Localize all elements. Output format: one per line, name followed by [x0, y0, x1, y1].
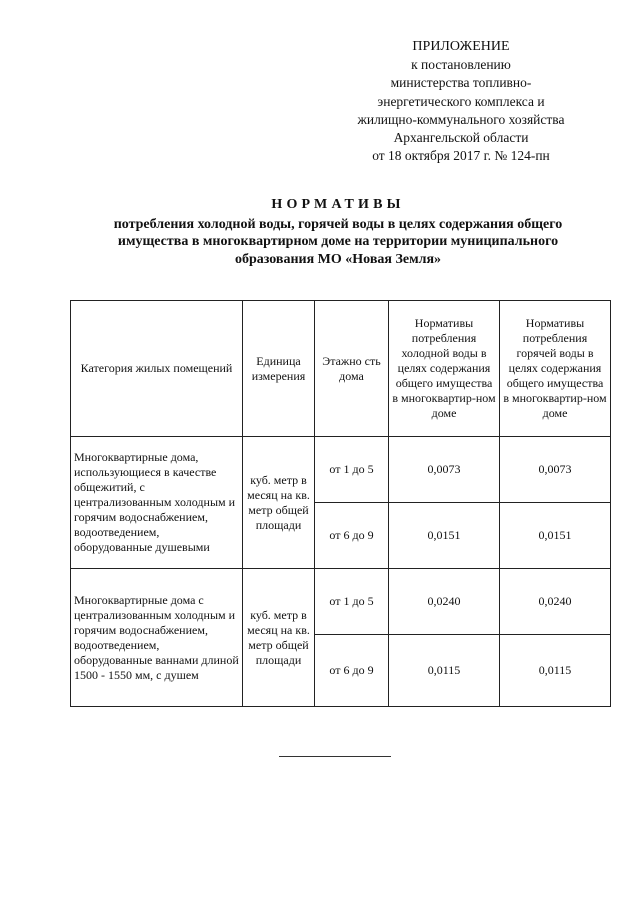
heading-subtitle-line: потребления холодной воды, горячей воды в целях содержания общего: [113, 216, 563, 232]
appendix-line: от 18 октября 2017 г. № 124-пн: [372, 148, 550, 164]
appendix-line: Архангельской области: [393, 130, 529, 146]
unit-cell: куб. метр в месяц на кв. метр общей площади: [243, 437, 315, 569]
heading-subtitle-line: образования МО «Новая Земля»: [234, 251, 442, 267]
floors-cell: от 6 до 9: [315, 503, 389, 569]
floors-cell: от 1 до 5: [315, 437, 389, 503]
header-floors: Этажно сть дома: [315, 301, 389, 437]
hot-water-value: 0,0073: [500, 437, 611, 503]
header-hot-water: Нормативы потребления горячей воды в целях содержания общего имущества в многоквартир-ном доме: [500, 301, 611, 437]
table-row: [71, 437, 611, 503]
floors-cell: от 6 до 9: [315, 635, 389, 707]
appendix-line: министерства топливно-: [390, 75, 532, 91]
cold-water-value: 0,0151: [389, 503, 500, 569]
appendix-line: энергетического комплекса и: [377, 93, 545, 109]
appendix-title: ПРИЛОЖЕНИЕ: [412, 39, 510, 54]
category-cell: Многоквартирные дома, использующиеся в качестве общежитий, с централизованным холодным и горячим водоснабжением, водоотведением, оборудованные душевыми: [71, 437, 243, 569]
table-header-row: [71, 301, 611, 437]
hot-water-value: 0,0115: [500, 635, 611, 707]
document-heading: [70, 196, 606, 268]
header-cold-water: Нормативы потребления холодной воды в целях содержания общего имущества в многоквартир-ном доме: [389, 301, 500, 437]
floors-cell: от 1 до 5: [315, 569, 389, 635]
category-cell: Многоквартирные дома с централизованным холодным и горячим водоснабжением, водоотведением, оборудованные ваннами длиной 1500 - 1550 мм, с душем: [71, 569, 243, 707]
appendix-line: к постановлению: [411, 57, 511, 73]
unit-cell: куб. метр в месяц на кв. метр общей площади: [243, 569, 315, 707]
appendix-line: жилищно-коммунального хозяйства: [357, 111, 565, 127]
hot-water-value: 0,0151: [500, 503, 611, 569]
header-unit: Единица измерения: [243, 301, 315, 437]
appendix-block: [330, 38, 592, 165]
cold-water-value: 0,0115: [389, 635, 500, 707]
heading-title: НОРМАТИВЫ: [271, 197, 405, 212]
header-category: Категория жилых помещений: [71, 301, 243, 437]
hot-water-value: 0,0240: [500, 569, 611, 635]
norms-table: [70, 300, 611, 707]
cold-water-value: 0,0073: [389, 437, 500, 503]
table-row: [71, 569, 611, 635]
closing-line-divider: [279, 756, 391, 757]
heading-subtitle-line: имущества в многоквартирном доме на территории муниципального: [117, 234, 559, 249]
cold-water-value: 0,0240: [389, 569, 500, 635]
